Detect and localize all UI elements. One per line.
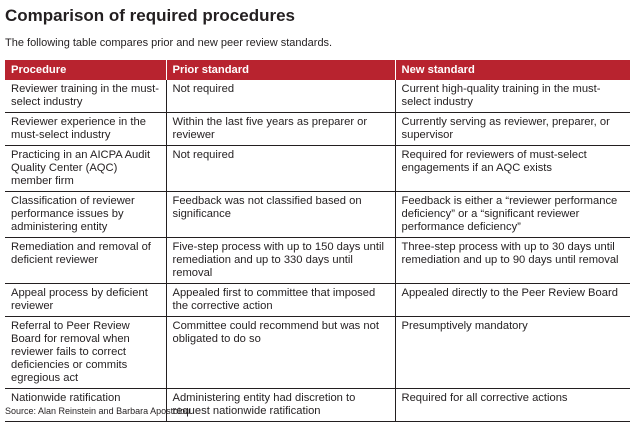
cell-procedure: Remediation and removal of deficient reviewer (5, 238, 166, 284)
table-row (5, 80, 630, 113)
table-row (5, 389, 630, 422)
header-prior-standard: Prior standard (166, 60, 395, 80)
cell-prior-standard: Not required (166, 146, 395, 192)
table-header-row (5, 60, 630, 80)
table-row (5, 146, 630, 192)
cell-procedure: Appeal process by deficient reviewer (5, 284, 166, 317)
cell-prior-standard: Not required (166, 80, 395, 113)
cell-prior-standard: Feedback was not classified based on significance (166, 192, 395, 238)
page-title: Comparison of required procedures (5, 6, 295, 25)
cell-new-standard: Required for reviewers of must-select engagements if an AQC exists (395, 146, 630, 192)
cell-new-standard: Presumptively mandatory (395, 317, 630, 389)
cell-new-standard: Three-step process with up to 30 days until remediation and up to 90 days until removal (395, 238, 630, 284)
cell-procedure: Nationwide ratification (5, 389, 166, 422)
cell-prior-standard: Within the last five years as preparer or reviewer (166, 113, 395, 146)
table-row (5, 192, 630, 238)
cell-procedure: Reviewer training in the must-select industry (5, 80, 166, 113)
header-new-standard: New standard (395, 60, 630, 80)
cell-procedure: Reviewer experience in the must-select industry (5, 113, 166, 146)
table-row (5, 238, 630, 284)
cell-new-standard: Current high-quality training in the must-select industry (395, 80, 630, 113)
header-procedure: Procedure (5, 60, 166, 80)
cell-new-standard: Required for all corrective actions (395, 389, 630, 422)
table-row (5, 113, 630, 146)
comparison-table (5, 60, 630, 422)
cell-new-standard: Appealed directly to the Peer Review Board (395, 284, 630, 317)
cell-new-standard: Feedback is either a “reviewer performance deficiency” or a “significant reviewer performance deficiency” (395, 192, 630, 238)
source-note: Source: Alan Reinstein and Barbara Apostolou. (5, 406, 193, 416)
cell-prior-standard: Administering entity had discretion to request nationwide ratification (166, 389, 395, 422)
cell-procedure: Referral to Peer Review Board for removal when reviewer fails to correct deficiencies or commits egregious act (5, 317, 166, 389)
cell-prior-standard: Appealed first to committee that imposed the corrective action (166, 284, 395, 317)
cell-procedure: Practicing in an AICPA Audit Quality Center (AQC) member firm (5, 146, 166, 192)
table-row (5, 284, 630, 317)
intro-text: The following table compares prior and new peer review standards. (5, 37, 333, 49)
cell-new-standard: Currently serving as reviewer, preparer, or supervisor (395, 113, 630, 146)
cell-procedure: Classification of reviewer performance issues by administering entity (5, 192, 166, 238)
cell-prior-standard: Committee could recommend but was not obligated to do so (166, 317, 395, 389)
cell-prior-standard: Five-step process with up to 150 days until remediation and up to 330 days until removal (166, 238, 395, 284)
table-row (5, 317, 630, 389)
